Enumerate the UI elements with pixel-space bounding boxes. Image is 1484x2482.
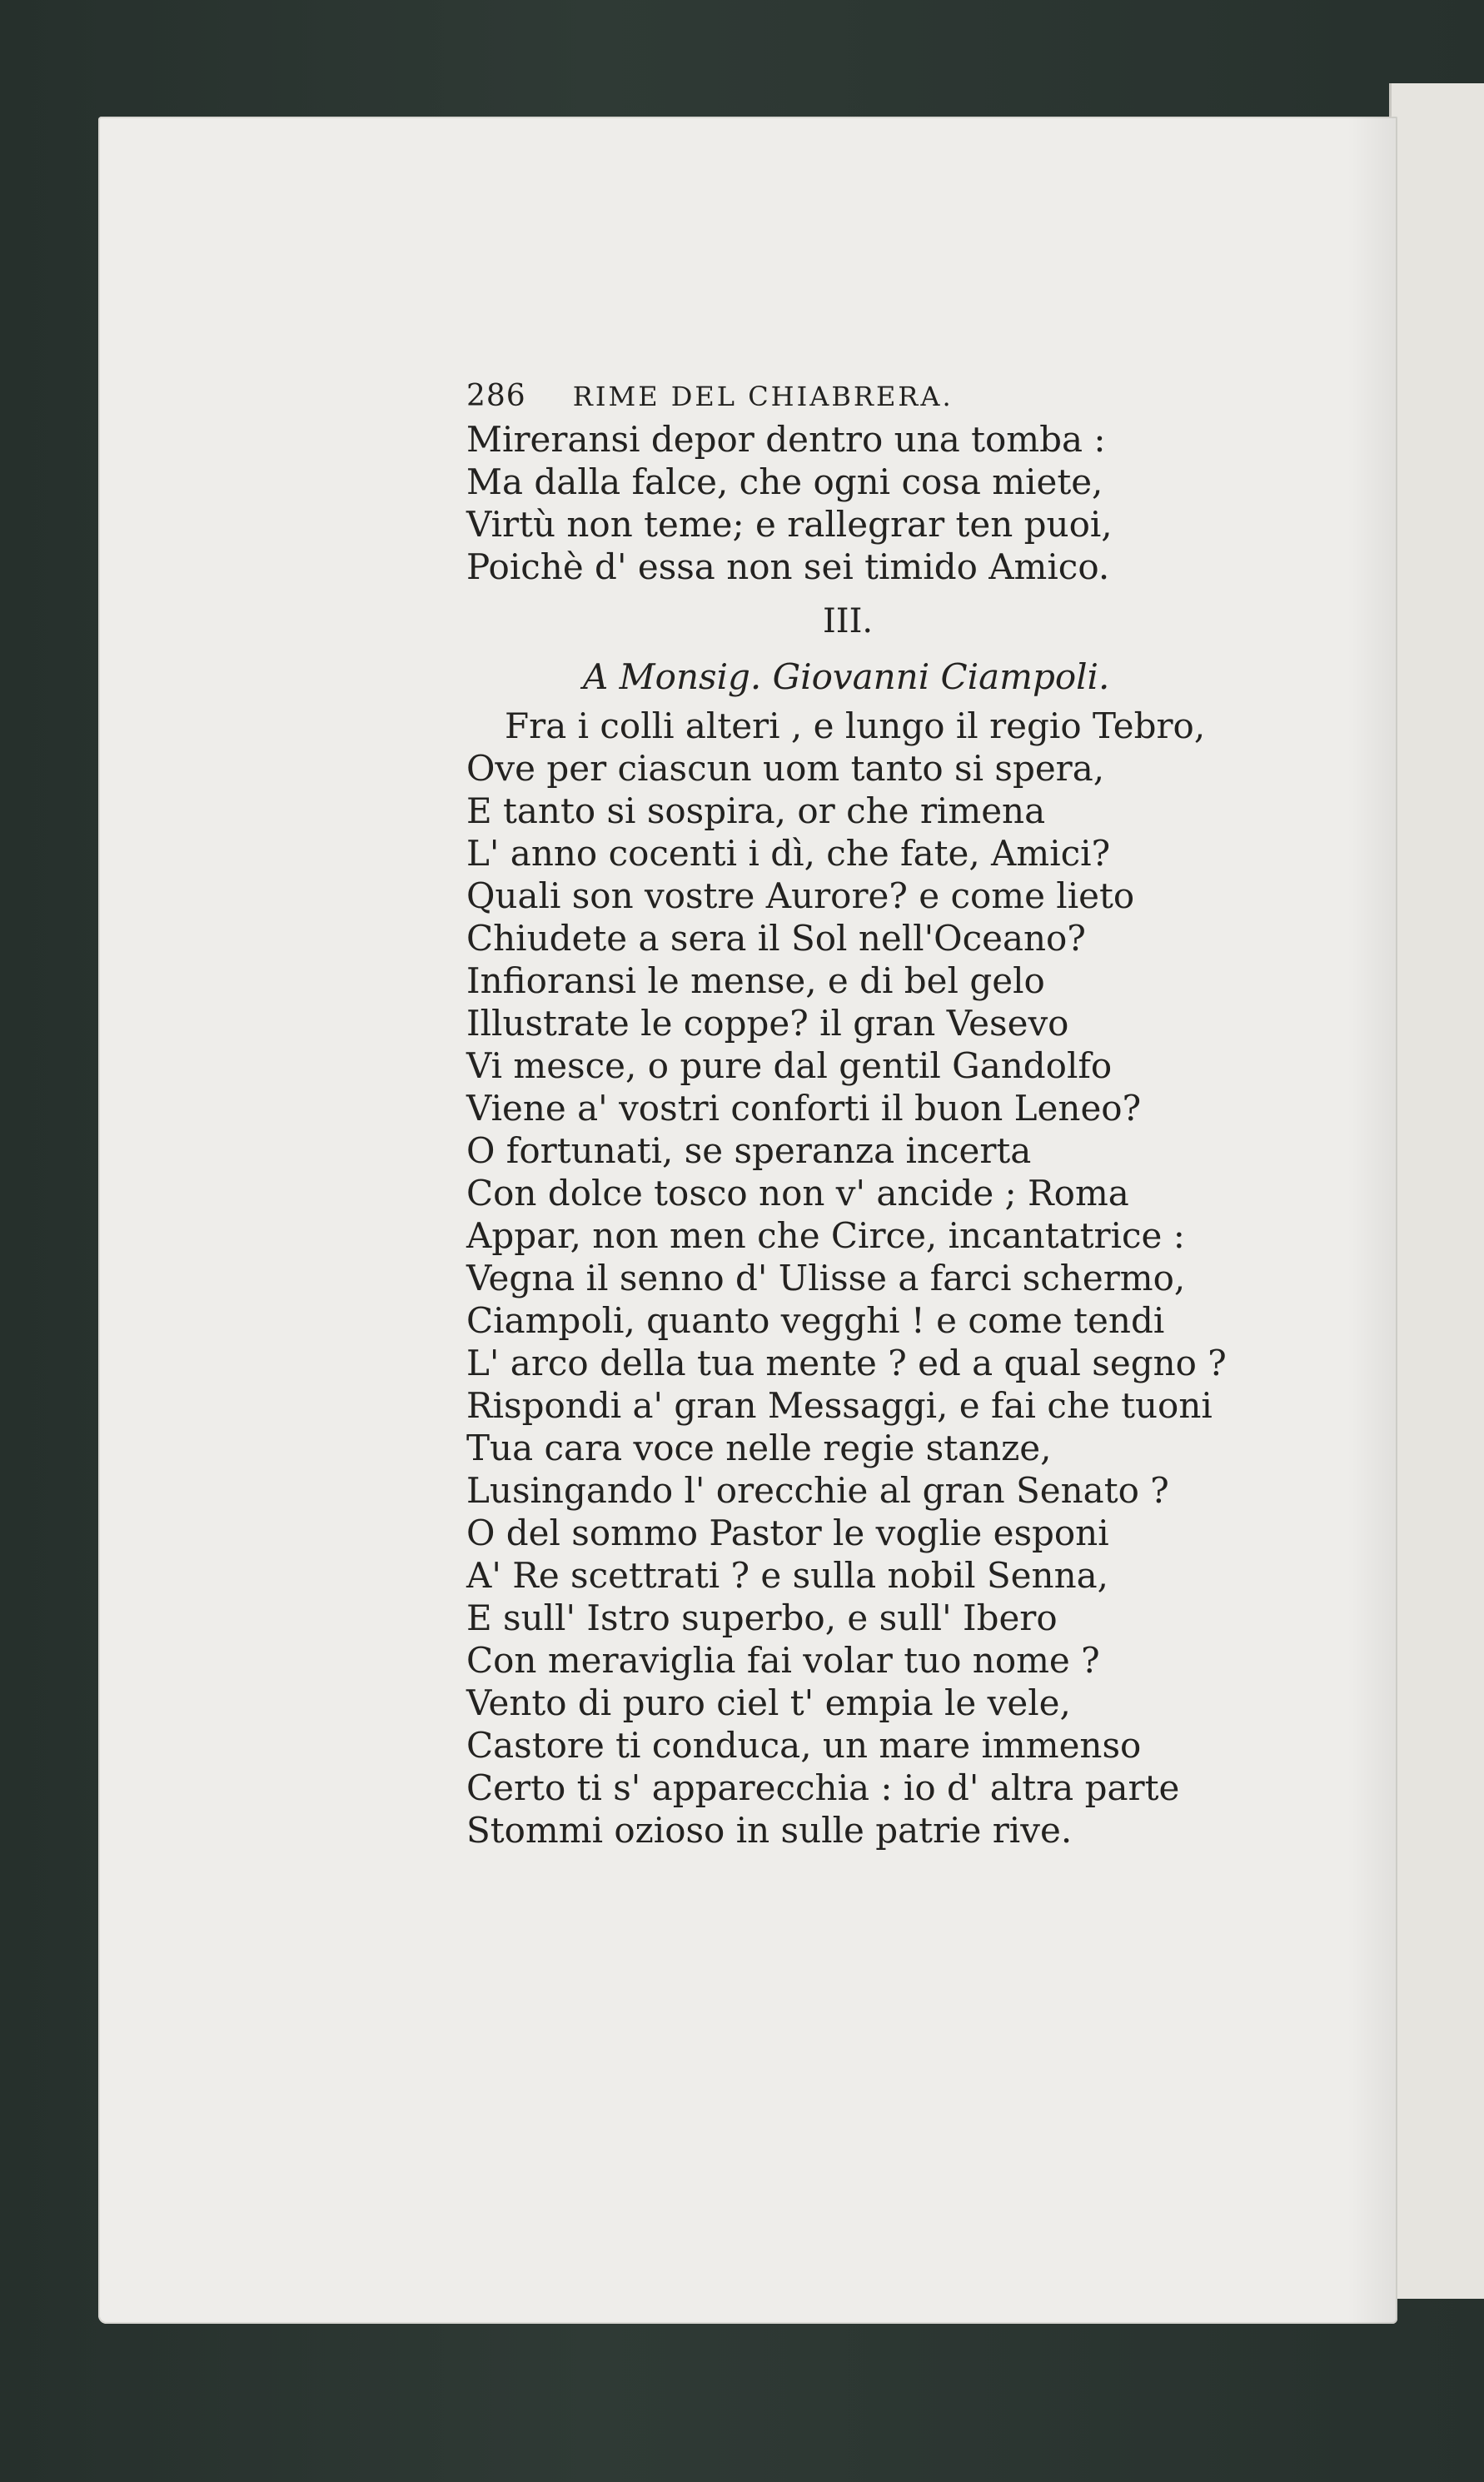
verse-line: Castore ti conduca, un mare immenso: [466, 1725, 1142, 1766]
verse-line: E tanto si sospira, or che rimena: [466, 790, 1046, 831]
poem-verses: [466, 705, 1299, 1852]
verse-line: Ma dalla falce, che ogni cosa miete,: [466, 461, 1103, 502]
verse-line: Mireransi depor dentro una tomba :: [466, 419, 1106, 460]
verse-line: A' Re scettrati ? e sulla nobil Senna,: [466, 1555, 1109, 1596]
verse-line: E sull' Istro superbo, e sull' Ibero: [466, 1597, 1058, 1638]
verse-line: Vento di puro ciel t' empia le vele,: [466, 1682, 1071, 1723]
verse-line: Ciampoli, quanto vegghi ! e come tendi: [466, 1300, 1165, 1341]
poem-dedication: A Monsig. Giovanni Ciampoli.: [583, 656, 1110, 697]
verse-line: Quali son vostre Aurore? e come lieto: [466, 875, 1135, 916]
closing-verses: [466, 418, 1299, 588]
verse-line: Fra i colli alteri , e lungo il regio Tebro,: [505, 705, 1206, 746]
verse-line: Tua cara voce nelle regie stanze,: [466, 1428, 1052, 1468]
running-head: [466, 375, 1299, 418]
verse-line: O del sommo Pastor le voglie esponi: [466, 1513, 1109, 1553]
page-number: 286: [466, 379, 526, 413]
verse-line: L' arco della tua mente ? ed a qual segno ?: [466, 1343, 1227, 1383]
verse-line: Lusingando l' orecchie al gran Senato ?: [466, 1470, 1169, 1511]
verse-line: Ove per ciascun uom tanto si spera,: [466, 748, 1105, 789]
verse-line: Illustrate le coppe? il gran Vesevo: [466, 1003, 1069, 1044]
verse-line: Appar, non men che Circe, incantatrice :: [466, 1215, 1185, 1256]
verse-line: Con meraviglia fai volar tuo nome ?: [466, 1640, 1100, 1681]
page-text: [466, 375, 1299, 1852]
verse-line: Rispondi a' gran Messaggi, e fai che tuoni: [466, 1385, 1213, 1426]
verse-line: Stommi ozioso in sulle patrie rive.: [466, 1810, 1073, 1851]
verse-line: Poichè d' essa non sei timido Amico.: [466, 546, 1110, 587]
verse-line: Virtù non teme; e rallegrar ten puoi,: [466, 504, 1113, 545]
verse-line: Viene a' vostri conforti il buon Leneo?: [466, 1088, 1142, 1129]
section-number: III.: [823, 602, 874, 640]
verse-line: L' anno cocenti i dì, che fate, Amici?: [466, 833, 1111, 874]
verse-line: Infioransi le mense, e di bel gelo: [466, 960, 1045, 1001]
verse-line: Vi mesce, o pure dal gentil Gandolfo: [466, 1045, 1113, 1086]
verse-line: Con dolce tosco non v' ancide ; Roma: [466, 1173, 1129, 1214]
facing-page-edge: [1389, 83, 1484, 2299]
verse-line: Chiudete a sera il Sol nell'Oceano?: [466, 918, 1086, 959]
running-title: RIME DEL CHIABRERA.: [572, 381, 954, 412]
verse-line: Certo ti s' apparecchia : io d' altra parte: [466, 1767, 1180, 1808]
verse-line: Vegna il senno d' Ulisse a farci schermo,: [466, 1258, 1186, 1298]
verse-line: O fortunati, se speranza incerta: [466, 1130, 1032, 1171]
